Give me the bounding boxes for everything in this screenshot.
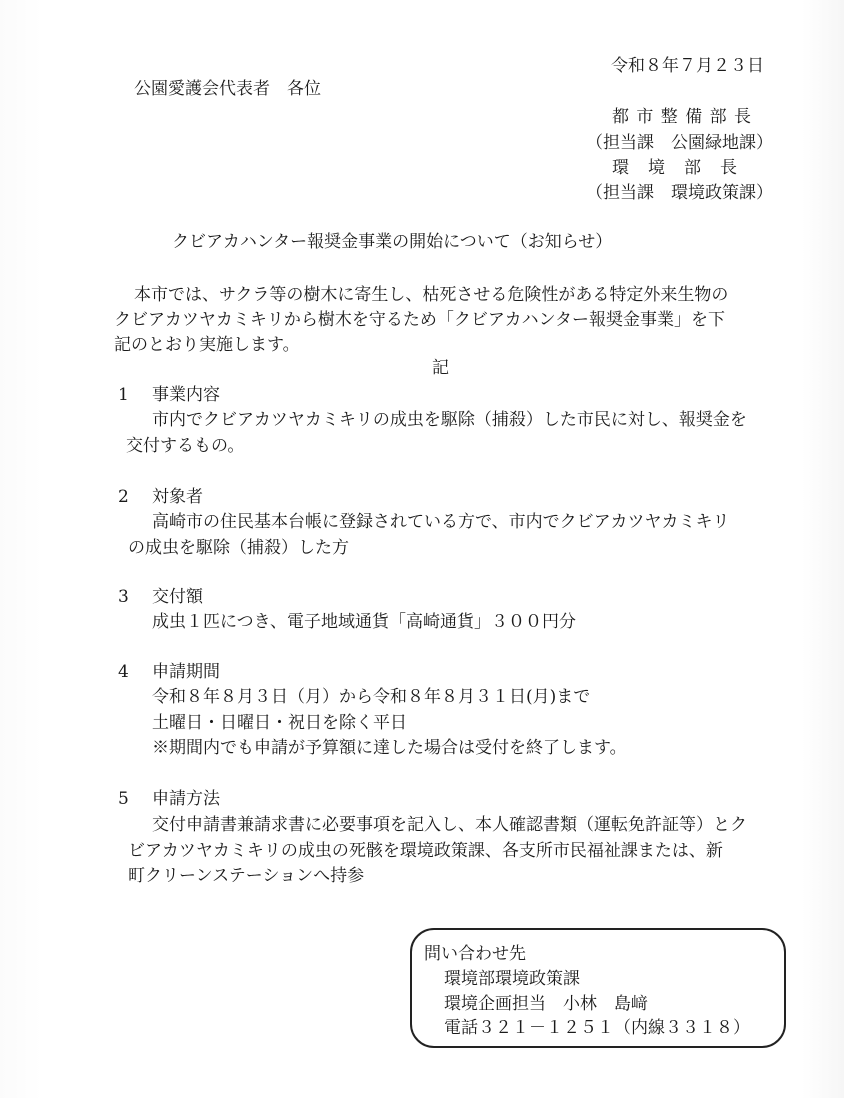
section-3-heading: 交付額 <box>152 587 203 607</box>
section-4-line-1: 令和８年８月３日（月）から令和８年８月３１日(月)まで <box>152 687 591 707</box>
sender-line-4: （担当課 環境政策課） <box>586 183 773 203</box>
section-2-line-2: の成虫を駆除（捕殺）した方 <box>128 538 349 558</box>
section-1-heading: 事業内容 <box>152 385 220 405</box>
section-2-number: 2 <box>118 487 129 507</box>
recipient-line: 公園愛護会代表者 各位 <box>134 79 321 99</box>
section-1-number: 1 <box>118 385 129 405</box>
sender-line-2: （担当課 公園緑地課） <box>586 133 773 153</box>
section-4-heading: 申請期間 <box>152 662 220 682</box>
section-5-line-2: ビアカツヤカミキリの成虫の死骸を環境政策課、各支所市民福祉課または、新 <box>128 841 723 861</box>
contact-heading: 問い合わせ先 <box>424 944 526 964</box>
contact-department: 環境部環境政策課 <box>444 969 580 989</box>
intro-line-1: 本市では、サクラ等の樹木に寄生し、枯死させる危険性がある特定外来生物の <box>134 285 729 305</box>
section-5-line-1: 交付申請書兼請求書に必要事項を記入し、本人確認書類（運転免許証等）とク <box>152 815 747 835</box>
intro-line-3: 記のとおり実施します。 <box>114 335 300 355</box>
contact-phone: 電話３２１－１２５１（内線３３１８） <box>444 1018 750 1038</box>
intro-line-2: クビアカツヤカミキリから樹木を守るため「クビアカハンター報奨金事業」を下 <box>114 310 725 330</box>
sender-line-3: 環 境 部 長 <box>612 158 738 178</box>
sender-line-1: 都 市 整 備 部 長 <box>612 107 753 127</box>
section-1-line-2: 交付するもの。 <box>126 436 245 456</box>
ki-marker: 記 <box>432 358 449 378</box>
section-5-heading: 申請方法 <box>152 789 220 809</box>
document-title: クビアカハンター報奨金事業の開始について（お知らせ） <box>172 232 613 252</box>
section-2-heading: 対象者 <box>152 487 203 507</box>
section-4-line-3: ※期間内でも申請が予算額に達した場合は受付を終了します。 <box>152 738 627 758</box>
document-date: 令和８年７月２３日 <box>611 56 764 76</box>
section-3-line-1: 成虫１匹につき、電子地域通貨「高崎通貨」３００円分 <box>152 612 576 632</box>
section-5-line-3: 町クリーンステーションへ持参 <box>128 866 365 886</box>
section-4-line-2: 土曜日・日曜日・祝日を除く平日 <box>152 713 407 733</box>
section-2-line-1: 高崎市の住民基本台帳に登録されている方で、市内でクビアカツヤカミキリ <box>152 512 730 532</box>
contact-staff: 環境企画担当 小林 島﨑 <box>444 994 648 1014</box>
section-1-line-1: 市内でクビアカツヤカミキリの成虫を駆除（捕殺）した市民に対し、報奨金を <box>152 410 747 430</box>
section-3-number: 3 <box>118 587 129 607</box>
section-5-number: 5 <box>118 789 129 809</box>
section-4-number: 4 <box>118 662 129 682</box>
